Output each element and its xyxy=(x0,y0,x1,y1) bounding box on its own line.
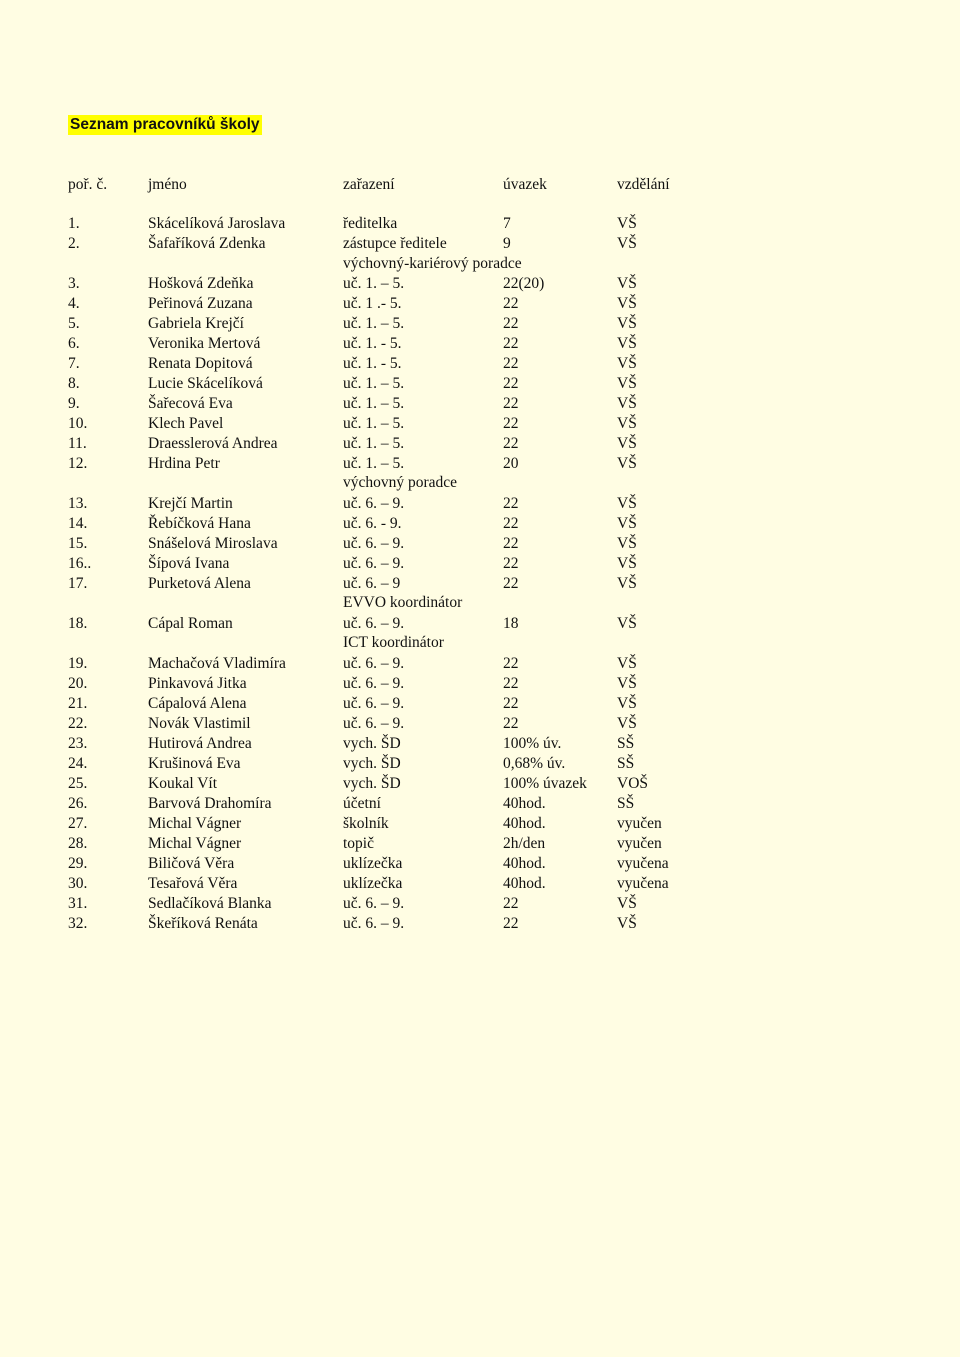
row-education: vyučena xyxy=(617,875,669,892)
row-number: 1. xyxy=(68,215,80,232)
row-load: 22 xyxy=(503,575,519,592)
row-number: 8. xyxy=(68,375,80,392)
row-number: 28. xyxy=(68,835,88,852)
row-education: VŠ xyxy=(617,915,637,932)
table-row xyxy=(0,754,960,774)
row-number: 15. xyxy=(68,535,88,552)
row-education: VŠ xyxy=(617,655,637,672)
row-load: 0,68% úv. xyxy=(503,755,566,772)
table-row xyxy=(0,794,960,814)
row-role: topič xyxy=(343,835,374,852)
row-number: 9. xyxy=(68,395,80,412)
row-number: 19. xyxy=(68,655,88,672)
table-row xyxy=(0,894,960,914)
row-education: VŠ xyxy=(617,515,637,532)
row-name: Gabriela Krejčí xyxy=(148,315,244,332)
table-row xyxy=(0,694,960,714)
row-role: uč. 6. – 9. xyxy=(343,915,405,932)
row-load: 2h/den xyxy=(503,835,546,852)
row-role: uč. 1. – 5. xyxy=(343,375,405,392)
row-education: vyučen xyxy=(617,815,662,832)
row-role: uklízečka xyxy=(343,875,403,892)
row-role: účetní xyxy=(343,795,381,812)
header-edu: vzdělání xyxy=(617,176,670,193)
table-row xyxy=(0,314,960,334)
row-name: Hrdina Petr xyxy=(148,455,220,472)
row-load: 100% úv. xyxy=(503,735,562,752)
table-row xyxy=(0,654,960,674)
row-load: 22 xyxy=(503,655,519,672)
note-advisor: výchovný poradce xyxy=(343,474,458,491)
row-name: Šařecová Eva xyxy=(148,395,233,412)
row-role: uč. 6. – 9 xyxy=(343,575,401,592)
row-number: 32. xyxy=(68,915,88,932)
row-education: VŠ xyxy=(617,335,637,352)
row-name: Šafaříková Zdenka xyxy=(148,235,266,252)
row-education: VŠ xyxy=(617,675,637,692)
table-row xyxy=(0,454,960,474)
row-number: 6. xyxy=(68,335,80,352)
table-row xyxy=(0,874,960,894)
row-name: Řebíčková Hana xyxy=(148,515,251,532)
row-name: Snášelová Miroslava xyxy=(148,535,278,552)
row-load: 22 xyxy=(503,315,519,332)
row-name: Cápal Roman xyxy=(148,615,233,632)
row-role: uč. 1 .- 5. xyxy=(343,295,402,312)
row-number: 26. xyxy=(68,795,88,812)
row-role: vych. ŠD xyxy=(343,755,401,772)
table-row xyxy=(0,854,960,874)
row-load: 22 xyxy=(503,675,519,692)
row-education: VŠ xyxy=(617,455,637,472)
row-number: 16.. xyxy=(68,555,92,572)
row-load: 22 xyxy=(503,395,519,412)
row-load: 22 xyxy=(503,535,519,552)
row-role: vych. ŠD xyxy=(343,775,401,792)
row-load: 40hod. xyxy=(503,795,546,812)
row-role: uč. 6. - 9. xyxy=(343,515,402,532)
header-role: zařazení xyxy=(343,176,395,193)
row-name: Hošková Zdeňka xyxy=(148,275,254,292)
table-row xyxy=(0,334,960,354)
row-education: VŠ xyxy=(617,715,637,732)
row-name: Renata Dopitová xyxy=(148,355,253,372)
table-row xyxy=(0,414,960,434)
table-header xyxy=(0,175,960,195)
row-education: SŠ xyxy=(617,755,635,772)
row-load: 22 xyxy=(503,495,519,512)
row-number: 2. xyxy=(68,235,80,252)
row-education: VŠ xyxy=(617,295,637,312)
row-name: Krušinová Eva xyxy=(148,755,241,772)
row-number: 23. xyxy=(68,735,88,752)
row-name: Novák Vlastimil xyxy=(148,715,251,732)
row-role: uč. 1. – 5. xyxy=(343,395,405,412)
row-education: VŠ xyxy=(617,355,637,372)
row-load: 7 xyxy=(503,215,511,232)
row-role: uč. 6. – 9. xyxy=(343,615,405,632)
table-row xyxy=(0,534,960,554)
row-load: 22 xyxy=(503,375,519,392)
row-load: 22 xyxy=(503,715,519,732)
row-role: uč. 1. - 5. xyxy=(343,335,402,352)
page-title: Seznam pracovníků školy xyxy=(70,116,260,133)
row-load: 22 xyxy=(503,335,519,352)
row-education: VOŠ xyxy=(617,775,649,792)
table-row xyxy=(0,494,960,514)
row-name: Draesslerová Andrea xyxy=(148,435,278,452)
row-load: 22 xyxy=(503,415,519,432)
row-role: uč. 1. – 5. xyxy=(343,315,405,332)
row-number: 25. xyxy=(68,775,88,792)
row-name: Machačová Vladimíra xyxy=(148,655,286,672)
row-number: 29. xyxy=(68,855,88,872)
row-education: VŠ xyxy=(617,895,637,912)
row-name: Klech Pavel xyxy=(148,415,224,432)
row-name: Skácelíková Jaroslava xyxy=(148,215,286,232)
row-education: VŠ xyxy=(617,215,637,232)
row-role: uč. 1. – 5. xyxy=(343,275,405,292)
row-number: 4. xyxy=(68,295,80,312)
table-row xyxy=(0,714,960,734)
row-number: 21. xyxy=(68,695,88,712)
row-name: Michal Vágner xyxy=(148,835,242,852)
row-role: uč. 1. – 5. xyxy=(343,435,405,452)
row-load: 40hod. xyxy=(503,875,546,892)
row-number: 18. xyxy=(68,615,88,632)
table-row xyxy=(0,574,960,594)
row-role: uč. 1. – 5. xyxy=(343,415,405,432)
row-name: Hutirová Andrea xyxy=(148,735,252,752)
row-education: VŠ xyxy=(617,575,637,592)
row-number: 5. xyxy=(68,315,80,332)
row-name: Michal Vágner xyxy=(148,815,242,832)
row-role: zástupce ředitele xyxy=(343,235,447,252)
header-no: poř. č. xyxy=(68,176,108,193)
row-name: Veronika Mertová xyxy=(148,335,261,352)
table-row xyxy=(0,514,960,534)
table-row xyxy=(0,774,960,794)
row-role: uč. 6. – 9. xyxy=(343,555,405,572)
row-number: 7. xyxy=(68,355,80,372)
row-name: Purketová Alena xyxy=(148,575,251,592)
row-education: VŠ xyxy=(617,555,637,572)
row-load: 100% úvazek xyxy=(503,775,587,792)
row-role: školník xyxy=(343,815,389,832)
row-education: vyučen xyxy=(617,835,662,852)
row-name: Šípová Ivana xyxy=(148,555,230,572)
row-education: VŠ xyxy=(617,395,637,412)
header-name: jméno xyxy=(148,176,187,193)
row-name: Biličová Věra xyxy=(148,855,235,872)
row-number: 14. xyxy=(68,515,88,532)
table-row xyxy=(0,294,960,314)
row-load: 9 xyxy=(503,235,511,252)
row-load: 18 xyxy=(503,615,519,632)
table-row xyxy=(0,674,960,694)
row-role: uč. 6. – 9. xyxy=(343,895,405,912)
row-role: uč. 6. – 9. xyxy=(343,535,405,552)
row-education: VŠ xyxy=(617,315,637,332)
header-load: úvazek xyxy=(503,176,547,193)
table-row xyxy=(0,734,960,754)
row-load: 22 xyxy=(503,435,519,452)
row-role: uč. 6. – 9. xyxy=(343,495,405,512)
row-number: 10. xyxy=(68,415,88,432)
row-role: uklízečka xyxy=(343,855,403,872)
row-number: 31. xyxy=(68,895,88,912)
row-role: vych. ŠD xyxy=(343,735,401,752)
row-education: VŠ xyxy=(617,435,637,452)
row-load: 40hod. xyxy=(503,815,546,832)
note-ict: ICT koordinátor xyxy=(343,634,444,651)
row-load: 22 xyxy=(503,355,519,372)
row-number: 12. xyxy=(68,455,88,472)
row-education: VŠ xyxy=(617,275,637,292)
row-education: VŠ xyxy=(617,615,637,632)
table-row xyxy=(0,354,960,374)
row-number: 11. xyxy=(68,435,87,452)
table-row xyxy=(0,274,960,294)
row-education: VŠ xyxy=(617,535,637,552)
row-name: Barvová Drahomíra xyxy=(148,795,272,812)
row-load: 22 xyxy=(503,695,519,712)
row-name: Sedlačíková Blanka xyxy=(148,895,272,912)
row-name: Koukal Vít xyxy=(148,775,218,792)
row-load: 22 xyxy=(503,915,519,932)
table-row xyxy=(0,554,960,574)
row-number: 30. xyxy=(68,875,88,892)
row-number: 22. xyxy=(68,715,88,732)
row-name: Tesařová Věra xyxy=(148,875,238,892)
row-name: Krejčí Martin xyxy=(148,495,233,512)
table-row xyxy=(0,214,960,234)
row-number: 24. xyxy=(68,755,88,772)
row-load: 22 xyxy=(503,895,519,912)
table-row xyxy=(0,614,960,634)
table-row xyxy=(0,814,960,834)
row-education: vyučena xyxy=(617,855,669,872)
row-role: uč. 1. – 5. xyxy=(343,455,405,472)
row-role: ředitelka xyxy=(343,215,398,232)
row-role: uč. 6. – 9. xyxy=(343,675,405,692)
row-number: 27. xyxy=(68,815,88,832)
row-education: VŠ xyxy=(617,495,637,512)
row-name: Škeříková Renáta xyxy=(148,915,258,932)
table-row xyxy=(0,234,960,254)
row-role: uč. 6. – 9. xyxy=(343,655,405,672)
row-load: 22(20) xyxy=(503,275,545,292)
note-career-advisor: výchovný-kariérový poradce xyxy=(343,255,522,272)
table-row xyxy=(0,834,960,854)
row-name: Cápalová Alena xyxy=(148,695,247,712)
row-load: 22 xyxy=(503,295,519,312)
row-education: VŠ xyxy=(617,375,637,392)
row-education: SŠ xyxy=(617,795,635,812)
row-name: Lucie Skácelíková xyxy=(148,375,263,392)
row-load: 22 xyxy=(503,515,519,532)
table-row xyxy=(0,434,960,454)
note-evvo: EVVO koordinátor xyxy=(343,594,463,611)
row-name: Peřinová Zuzana xyxy=(148,295,253,312)
row-role: uč. 6. – 9. xyxy=(343,695,405,712)
row-load: 40hod. xyxy=(503,855,546,872)
table-row xyxy=(0,374,960,394)
row-number: 20. xyxy=(68,675,88,692)
row-education: SŠ xyxy=(617,735,635,752)
table-row xyxy=(0,914,960,934)
row-name: Pinkavová Jitka xyxy=(148,675,247,692)
row-education: VŠ xyxy=(617,415,637,432)
row-education: VŠ xyxy=(617,695,637,712)
row-number: 3. xyxy=(68,275,80,292)
row-number: 13. xyxy=(68,495,88,512)
row-education: VŠ xyxy=(617,235,637,252)
table-row xyxy=(0,394,960,414)
row-number: 17. xyxy=(68,575,88,592)
row-role: uč. 1. - 5. xyxy=(343,355,402,372)
row-role: uč. 6. – 9. xyxy=(343,715,405,732)
row-load: 20 xyxy=(503,455,519,472)
row-load: 22 xyxy=(503,555,519,572)
